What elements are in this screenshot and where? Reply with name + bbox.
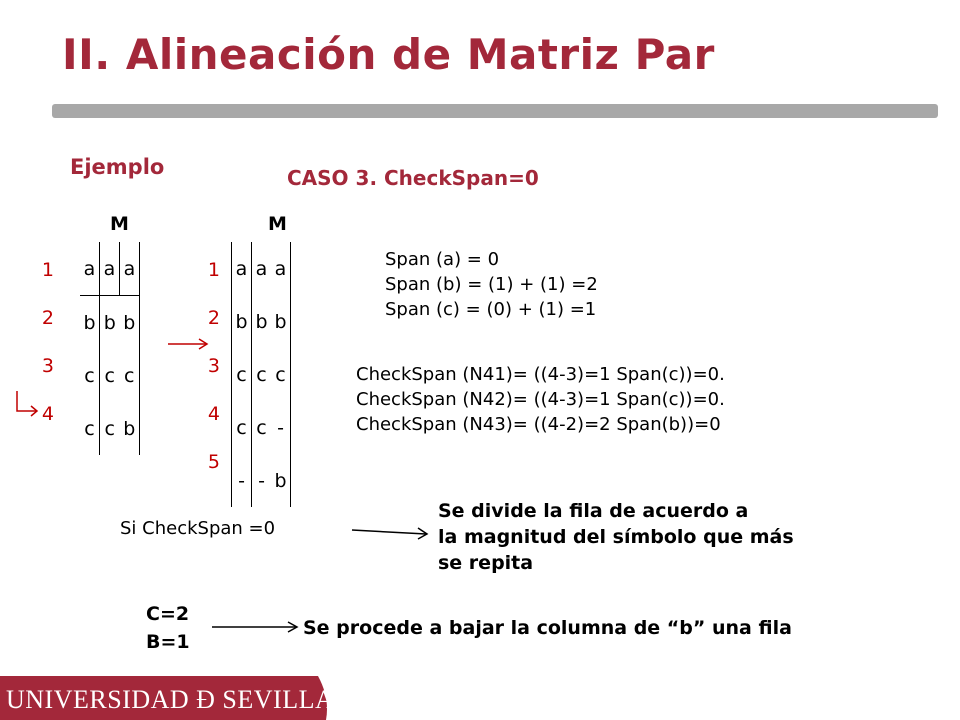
- arrow-right-icon: [168, 339, 207, 349]
- span-line: Span (c) = (0) + (1) =1: [385, 299, 597, 320]
- row-number: 2: [41, 307, 54, 329]
- row-number: 1: [207, 259, 220, 281]
- matrix-cell: c: [120, 349, 140, 402]
- matrix-cell: b: [80, 296, 100, 350]
- span-line: Span (a) = 0: [385, 249, 500, 270]
- span-lines: [385, 247, 598, 322]
- checkspan-line: CheckSpan (N43)= ((4-2)=2 Span(b))=0: [356, 414, 721, 435]
- svg-text:UNIVERSIDAD Ð SEVILLA: UNIVERSIDAD Ð SEVILLA: [6, 685, 335, 714]
- corner-arrow-icon: [17, 391, 37, 416]
- matrix-cell: -: [258, 469, 265, 492]
- row-number: 3: [207, 355, 220, 377]
- condition-text: Si CheckSpan =0: [120, 518, 276, 539]
- param-line: C=2: [146, 603, 190, 625]
- matrix-cell: b: [255, 310, 268, 333]
- checkspan-line: CheckSpan (N41)= ((4-3)=1 Span(c))=0.: [356, 364, 725, 385]
- title-divider: [52, 104, 938, 118]
- table-row: [232, 242, 291, 295]
- checkspan-line: CheckSpan (N42)= ((4-3)=1 Span(c))=0.: [356, 389, 725, 410]
- result-line: Se divide la fila de acuerdo a: [438, 500, 749, 522]
- params-text: [146, 600, 190, 656]
- matrix-cell: a: [271, 242, 291, 295]
- matrix-cell: b: [120, 296, 140, 350]
- arrow-right-icon: [210, 618, 300, 638]
- row-number: 4: [41, 403, 54, 425]
- row-number: 2: [207, 307, 220, 329]
- university-logo: [0, 676, 960, 720]
- result-line: la magnitud del símbolo que más: [438, 526, 794, 548]
- case-label: CASO 3. CheckSpan=0: [287, 166, 539, 190]
- red-arrows-graphic: [10, 328, 220, 428]
- matrix-cell: a: [100, 242, 120, 296]
- result-line: se repita: [438, 552, 534, 574]
- row-number: 4: [207, 403, 220, 425]
- matrix-cell: -: [232, 454, 252, 507]
- matrix-cell: a: [80, 242, 100, 296]
- table-row: [232, 295, 291, 348]
- matrix-cell: c: [271, 348, 291, 401]
- matrix-cell: c: [104, 417, 115, 440]
- matrix-cell: c: [232, 348, 252, 401]
- action-text: Se procede a bajar la columna de “b” una fila: [303, 617, 792, 639]
- matrix-cell: a: [120, 242, 140, 296]
- matrix-cell: -: [271, 401, 291, 454]
- matrix-cell: c: [256, 363, 267, 386]
- row-number: 3: [41, 355, 54, 377]
- matrix1-header: M: [110, 213, 129, 235]
- matrix2-header: M: [268, 213, 287, 235]
- checkspan-lines: [356, 362, 725, 437]
- table-row: [232, 401, 291, 454]
- matrix-cell: b: [271, 454, 291, 507]
- matrix-cell: c: [80, 402, 100, 455]
- page-title: II. Alineación de Matriz Par: [62, 30, 715, 79]
- param-line: B=1: [146, 631, 190, 653]
- row-number: 5: [207, 451, 220, 473]
- matrix-cell: b: [232, 295, 252, 348]
- matrix-cell: a: [255, 257, 268, 280]
- arrow-right-icon: [350, 520, 430, 544]
- matrix-cell: c: [256, 416, 267, 439]
- table-row: [80, 242, 140, 296]
- matrix-cell: b: [103, 311, 116, 334]
- matrix-cell: c: [232, 401, 252, 454]
- matrix-cell: c: [104, 364, 115, 387]
- row-number: 1: [41, 259, 54, 281]
- example-label: Ejemplo: [70, 155, 165, 179]
- matrix-cell: b: [271, 295, 291, 348]
- span-line: Span (b) = (1) + (1) =2: [385, 274, 598, 295]
- matrix2-table: [231, 242, 291, 507]
- table-row: [232, 454, 291, 507]
- matrix-cell: b: [120, 402, 140, 455]
- matrix-cell: c: [80, 349, 100, 402]
- result-text: [438, 498, 794, 576]
- matrix-cell: a: [232, 242, 252, 295]
- table-row: [232, 348, 291, 401]
